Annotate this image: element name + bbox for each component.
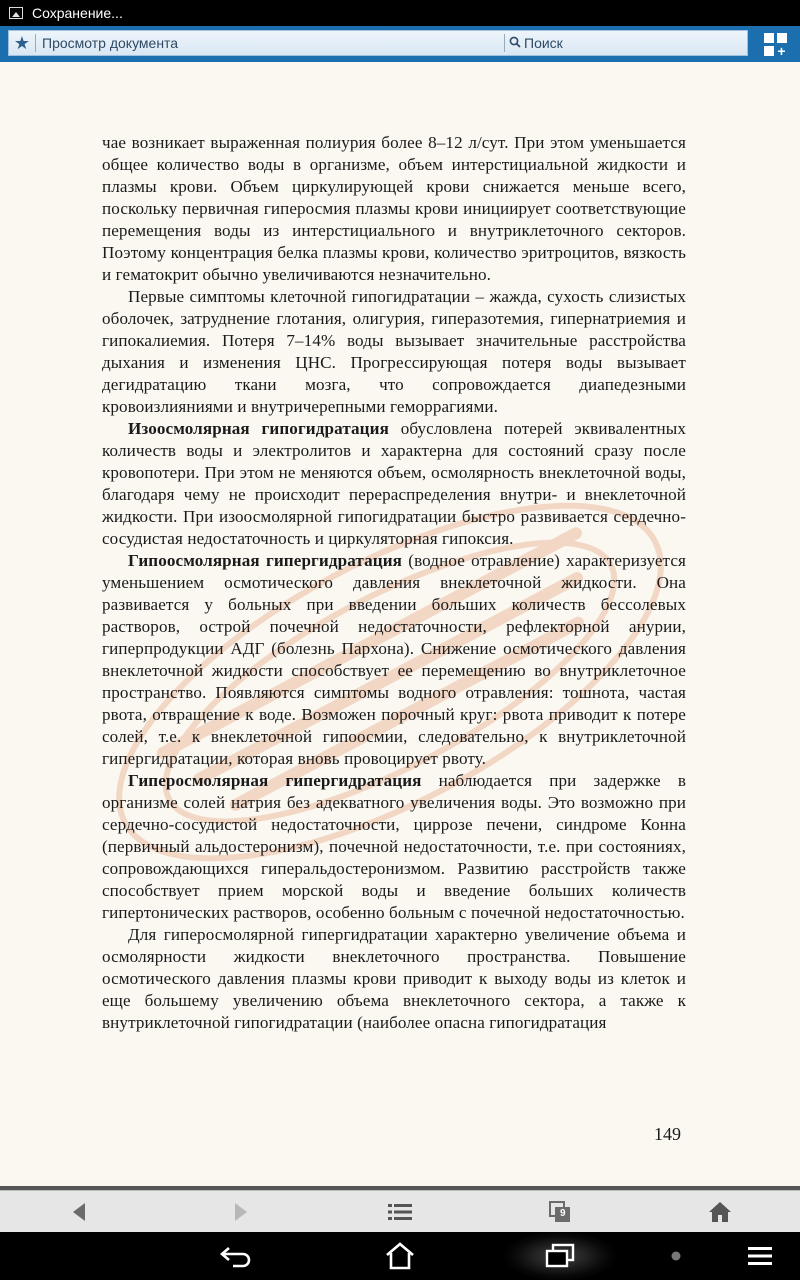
- term: Гипоосмолярная гипергидратация: [128, 551, 403, 570]
- paragraph: Для гиперосмолярной гипергидратации характерно увеличение объема и осмолярности жидкости внеклеточного пространства. Повышение осмотического давления плазмы крови приводит к выходу воды из клеток и еще большему увеличению объема внеклеточного сектора, а также к внутриклеточной гипогидратации (наиболее опасна гипогидратация: [102, 925, 686, 1032]
- page-title[interactable]: Просмотр документа: [42, 35, 179, 51]
- address-bar[interactable]: [8, 30, 748, 56]
- document-text: [102, 132, 686, 1034]
- bookmark-star-icon[interactable]: ★: [13, 32, 31, 53]
- menu-list-icon[interactable]: [387, 1199, 413, 1225]
- image-icon: [9, 7, 23, 19]
- pages-count-badge: 9: [560, 1208, 566, 1219]
- system-home-icon[interactable]: [382, 1240, 418, 1272]
- term: Гиперосмолярная гипергидратация: [128, 771, 422, 790]
- search-field[interactable]: [509, 35, 747, 51]
- status-bar: [0, 0, 800, 26]
- document-page[interactable]: [0, 62, 800, 1190]
- screenshot-dot-icon[interactable]: [658, 1240, 694, 1272]
- search-placeholder: Поиск: [524, 35, 563, 51]
- term: Изоосмолярная гипогидратация: [128, 419, 389, 438]
- system-nav-bar: [0, 1232, 800, 1280]
- search-icon: [509, 36, 521, 51]
- pages-icon[interactable]: [547, 1199, 573, 1225]
- paragraph-body: обусловлена потерей эквивалентных количеств воды и электролитов и характерна для состояний сразу после кровопотери. При этом не меняются объем, осмолярность внеклеточной воды, благодаря чему не происходит перераспределения внутри- и внеклеточной жидкости. При изоосмолярной гипогидратации быстро развивается сердечно-сосудистая недостаточность и циркуляторная гипоксия.: [102, 419, 686, 548]
- paragraph-body: (водное отравление) характеризуется уменьшением осмотического давления внеклеточной жидкости. Она развивается у больных при введении больших количеств бессолевых растворов, острой почечной недостаточности, рефлекторной анурии, гиперпродукции АДГ (болезнь Пархона). Снижение осмотического давления внеклеточной жидкости способствует ее перемещению во внутриклеточное пространство. Появляются симптомы водного отравления: тошнота, частая рвота, отвращение к воде. Возможен порочный круг: рвота приводит к потере солей, т.е. к внеклеточной гипоосмии, следовательно, к внутриклеточной гипергидратации, которая вновь провоцирует рвоту.: [102, 551, 686, 768]
- paragraph-body: наблюдается при задержке в организме солей натрия без адекватного увеличения воды. Это возможно при сердечно-сосудистой недостаточности, циррозе печени, синдроме Конна (первичный альдостеронизм), почечной недостаточности, т.е. при состояниях, сопровождающихся гиперальдостеронизмом. Развитию расстройств также способствует прием морской воды и введение больших количеств гипертонических растворов, особенно больным с почечной недостаточностью.: [102, 771, 686, 922]
- reader-toolbar: [0, 1190, 800, 1233]
- paragraph: чае возникает выраженная полиурия более 8–12 л/сут. При этом уменьшается общее количество воды в организме, объем интерстициальной жидкости и плазмы крови. Объем циркулирующей крови снижается меньше всего, поскольку первичная гиперосмия плазмы крови инициирует соответствующие перемещения воды из интерстициального и внутриклеточного секторов. Поэтому концентрация белка плазмы крови, количество эритроцитов, вязкость и гематокрит обычно увеличиваются незначительно.: [102, 133, 686, 284]
- home-icon[interactable]: [707, 1199, 733, 1225]
- system-back-icon[interactable]: [218, 1240, 254, 1272]
- grid-tile: [764, 46, 774, 56]
- paragraph: [102, 550, 686, 770]
- paragraph: [102, 770, 686, 924]
- divider: [35, 34, 36, 52]
- grid-tile: [764, 33, 774, 43]
- grid-tile: [777, 33, 787, 43]
- system-menu-icon[interactable]: [742, 1240, 778, 1272]
- browser-toolbar: [0, 26, 800, 62]
- back-arrow-icon[interactable]: [66, 1199, 92, 1225]
- page-number: 149: [654, 1124, 681, 1144]
- paragraph: [102, 418, 686, 550]
- system-recent-apps-icon[interactable]: [542, 1240, 578, 1272]
- tabs-grid-button[interactable]: [758, 29, 792, 59]
- paragraph: Первые симптомы клеточной гипогидратации – жажда, сухость слизистых оболочек, затруднение глотания, олигурия, гиперазотемия, гипернатриемия и гипокалиемия. Потеря 7–14% воды вызывает значительные расстройства дыхания и изменения ЦНС. Прогрессирующая потеря воды вызывает дегидратацию ткани мозга, что сопровождается диапедезными кровоизлияниями и внутричерепными геморрагиями.: [102, 287, 686, 416]
- status-notification: Сохранение...: [32, 5, 123, 21]
- forward-arrow-icon[interactable]: [228, 1199, 254, 1225]
- plus-icon: +: [777, 42, 786, 59]
- divider: [504, 34, 505, 52]
